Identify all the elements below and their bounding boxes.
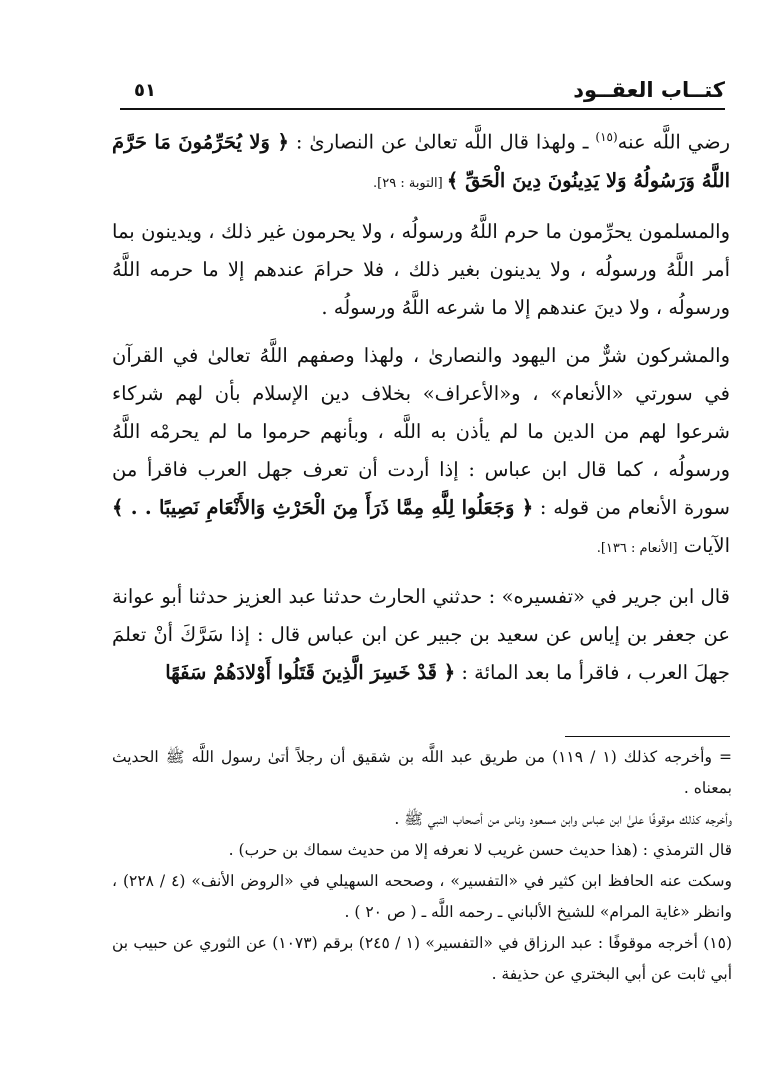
- main-text: [112, 118, 730, 692]
- quran-verse: ﴿ قَدْ خَسِرَ الَّذِينَ قَتَلُوا أَوْلادَهُمْ سَفَهًا: [165, 660, 456, 684]
- footnote-divider: [565, 736, 730, 737]
- page-number: ٥١: [134, 80, 156, 101]
- chapter-title: كتــاب العقــود: [573, 78, 725, 102]
- quran-verse: ﴿ وَجَعَلُوا لِلَّهِ مِمَّا ذَرَأَ مِنَ الْحَرْثِ وَالأَنْعَامِ نَصِيبًا . . ﴾: [112, 495, 534, 519]
- paragraph-3: [112, 337, 730, 568]
- paragraph-4: [112, 578, 730, 692]
- footnote-line: = وأخرجه كذلك (١ / ١١٩) من طريق عبد اللَّه بن شقيق أن رجلاً أتىٰ رسول اللَّه ﷺ الحديث بمعناه .: [112, 748, 732, 797]
- footnote-line: قال الترمذي : (هذا حديث حسن غريب لا نعرفه إلا من حديث سماك بن حرب) .: [228, 841, 732, 859]
- paragraph-1: [112, 118, 730, 203]
- text-run: رضي اللَّه عنه: [617, 130, 730, 154]
- footnote-line: وسكت عنه الحافظ ابن كثير في «التفسير» ، وصححه السهيلي في «الروض الأنف» (٤ / ٢٢٨) ، وانظر «غاية المرام» للشيخ الألباني ـ رحمه اللَّه ـ ( ص ٢٠ ) .: [112, 872, 732, 921]
- text-run: قال ابن جرير في «تفسيره» : حدثني الحارث حدثنا عبد العزيز حدثنا أبو عوانة عن جعفر بن إياس عن سعيد بن جبير عن ابن عباس قال : إذا سَرَّكَ أنْ تعلمَ جهلَ العرب ، فاقرأ ما بعد المائة :: [112, 584, 730, 684]
- footnotes: [112, 742, 732, 990]
- running-header: [120, 78, 725, 110]
- text-run: الآيات: [677, 533, 730, 557]
- verse-citation: [الأنعام : ١٣٦].: [596, 540, 678, 556]
- footnote-marker: (١٥): [595, 130, 618, 144]
- footnote-line: وأخرجه كذلك موقوفًا علىٰ ابن عباس وابن مسعود وناس من أصحاب النبي ﷺ .: [394, 810, 732, 828]
- footnote-15: (١٥) أخرجه موقوفًا : عبد الرزاق في «التفسير» (١ / ٢٤٥) برقم (١٠٧٣) عن الثوري عن حبيب بن أبي ثابت عن أبي البختري عن حذيفة .: [112, 934, 732, 983]
- paragraph-2: والمسلمون يحرِّمون ما حرم اللَّهُ ورسولُه ، ولا يحرمون غير ذلك ، ويدينون بما أمر اللَّهُ ورسولُه ، ولا يدينون بغير ذلك ، فلا حرامَ عندهم إلا ما حرمه اللَّهُ ورسولُه ، ولا دينَ عندهم إلا ما شرعه اللَّهُ ورسولُه .: [112, 219, 730, 319]
- text-run: والمشركون شرٌّ من اليهود والنصارىٰ ، ولهذا وصفهم اللَّهُ تعالىٰ في القرآن في سورتي «الأنعام» ، و«الأعراف» بخلاف دين الإسلام بأن لهم شركاء شرعوا لهم من الدين ما لم يأذن به اللَّه ، وبأنهم حرموا ما لم يحرمْه اللَّهُ ورسولُه ، كما قال ابن عباس : إذا أردت أن تعرف جهل العرب فاقرأ من سورة الأنعام من قوله :: [112, 343, 730, 519]
- quran-verse: ﴿ وَلا يُحَرِّمُونَ مَا حَرَّمَ اللَّهُ وَرَسُولُهُ وَلا يَدِينُونَ دِينَ الْحَقِّ ﴾: [112, 130, 730, 192]
- verse-citation: [التوبة : ٢٩].: [373, 175, 447, 191]
- text-run: ـ ولهذا قال اللَّه تعالىٰ عن النصارىٰ :: [288, 130, 596, 154]
